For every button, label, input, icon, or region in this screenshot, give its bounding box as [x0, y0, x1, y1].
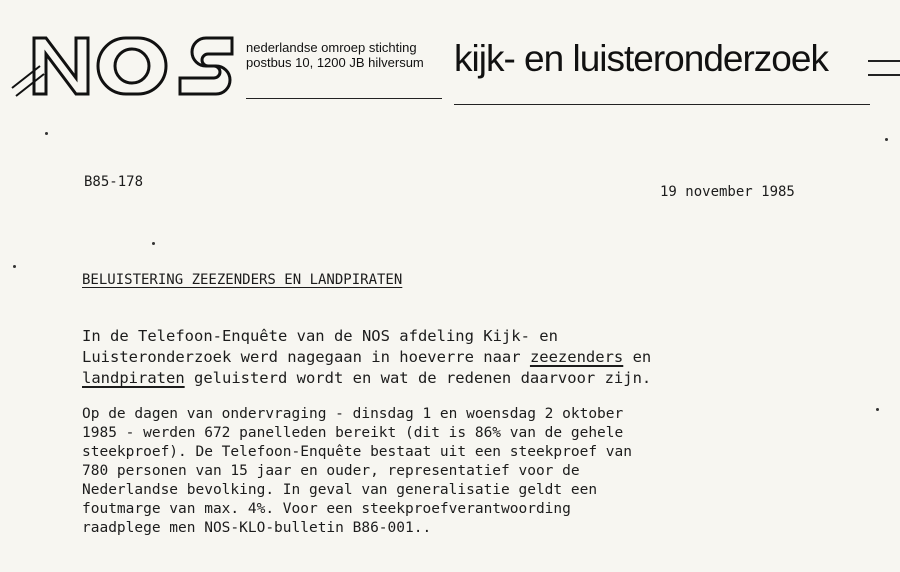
text-run: geluisterd wordt en wat de redenen daarvoor zijn.: [184, 369, 652, 387]
scan-speck: [13, 265, 16, 268]
text-run: Luisteronderzoek werd nagegaan in hoeverre naar: [82, 348, 530, 366]
paragraph-line: 1985 - werden 672 panelleden bereikt (dit is 86% van de gehele: [82, 425, 624, 441]
underlined-term-zeezenders: zeezenders: [529, 348, 624, 366]
document-title: BELUISTERING ZEEZENDERS EN LANDPIRATEN: [82, 272, 403, 288]
nos-logo: [10, 30, 242, 102]
scan-speck: [152, 242, 155, 245]
intro-paragraph: [82, 326, 651, 389]
paragraph-line: [82, 347, 651, 368]
paragraph-line: foutmarge van max. 4%. Voor een steekproefverantwoording: [82, 501, 571, 517]
paragraph-line: Op de dagen van ondervraging - dinsdag 1 en woensdag 2 oktober: [82, 406, 624, 422]
scan-speck: [885, 138, 888, 141]
reference-number: B85-178: [84, 174, 144, 190]
scan-speck: [45, 132, 48, 135]
paragraph-line: [82, 368, 651, 389]
org-name: nederlandse omroep stichting: [246, 40, 417, 55]
paragraph-line: Nederlandse bevolking. In geval van generalisatie geldt een: [82, 482, 598, 498]
text-run: en: [623, 348, 652, 366]
organization-address: [246, 40, 424, 70]
org-postal-address: postbus 10, 1200 JB hilversum: [246, 55, 424, 70]
document-date: 19 november 1985: [660, 184, 795, 200]
letterhead-rule-right: [454, 104, 870, 105]
underlined-term-landpiraten: landpiraten: [82, 369, 185, 387]
paragraph-line: 780 personen van 15 jaar en ouder, representatief voor de: [82, 463, 580, 479]
method-paragraph: [82, 405, 632, 538]
letterhead-rule-left: [246, 98, 442, 99]
paragraph-line: raadplege men NOS-KLO-bulletin B86-001..: [82, 520, 432, 536]
paragraph-line: steekproef). De Telefoon-Enquête bestaat uit een steekproef van: [82, 444, 632, 460]
letterhead-double-dash: [868, 60, 900, 76]
paragraph-line: In de Telefoon-Enquête van de NOS afdeling Kijk- en: [82, 327, 558, 345]
scan-speck: [876, 408, 879, 411]
department-name: kijk- en luisteronderzoek: [454, 38, 828, 79]
